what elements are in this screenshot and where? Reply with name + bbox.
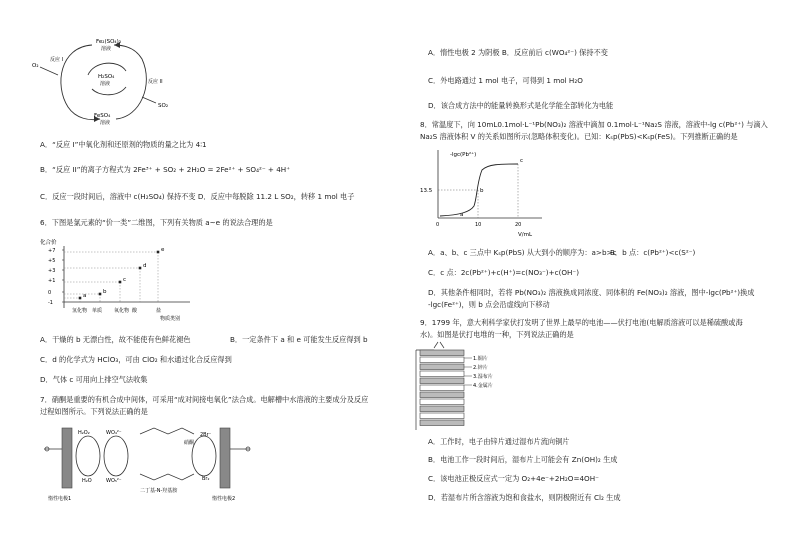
legend-label: 1.铜片 — [473, 356, 488, 362]
fe2so43-top-label: Fe₂(SO₄)₃ — [96, 39, 121, 45]
h2o2-label: H₂O₂ — [78, 430, 90, 436]
pile-layer — [420, 406, 464, 412]
point-a-label: a — [460, 212, 464, 218]
legend-label: 4.金属片 — [473, 383, 493, 389]
voltaic-pile-diagram — [410, 340, 540, 432]
structure-lines — [140, 428, 194, 480]
y-value-label: 13.5 — [420, 188, 433, 194]
electrode-1 — [62, 428, 72, 488]
chart-point-label: a — [83, 293, 87, 299]
q5-option-a: A．“反应 I”中氧化剂和还原剂的物质的量之比为 4∶1 — [40, 140, 207, 149]
cycle-arc-left — [61, 45, 100, 120]
cycle-loop — [76, 436, 100, 476]
x-category-label: 单质 — [92, 308, 103, 314]
reaction-1-label: 反应 I — [50, 57, 64, 63]
chart-point — [119, 281, 122, 284]
pile-layer — [420, 420, 464, 426]
x-tick-10: 10 — [475, 222, 482, 228]
y-tick-label: 0 — [48, 290, 52, 296]
br2-label: Br₂ — [202, 476, 210, 482]
electrode-1-label: 惰性电极1 — [48, 496, 72, 502]
electrode-2-label: 惰性电极2 — [212, 496, 236, 502]
titration-curve-chart — [420, 146, 550, 238]
q6-option-a: A．干燥的 b 无漂白性，故不能使有色鲜花褪色 — [40, 335, 191, 344]
y-tick-label: -1 — [48, 300, 53, 306]
cycle-loop — [192, 436, 216, 476]
x-category-label: 氧化物 — [114, 308, 130, 314]
pile-layer — [420, 357, 464, 363]
q7-option-a-b: A．惰性电极 2 为阴极 B．反应前后 c(WO₄²⁻) 保持不变 — [428, 48, 608, 57]
feso4-label: FeSO₄ — [94, 113, 111, 119]
x-category-label: 酸 — [132, 308, 138, 314]
chart-point — [79, 297, 82, 300]
x-tick-20: 20 — [515, 222, 522, 228]
q8-option-d-line2: -lgc(Fe²⁺)，则 b 点会沿虚线向下移动 — [428, 300, 550, 309]
q9-option-d: D．若湿布片所含溶液为饱和食盐水，则阴极附近有 Cl₂ 生成 — [428, 493, 621, 502]
chart-point — [99, 293, 102, 296]
amine-label: 二丁基-N-羟基胺 — [140, 488, 178, 494]
chart-xlabel: V/mL — [518, 232, 533, 238]
x-category-label: 盐 — [156, 308, 162, 314]
q9-stem-line2: 水)。如图是伏打电堆的一种，下列说法正确的是 — [420, 330, 574, 339]
q6-option-d: D．气体 c 可用向上排空气法收集 — [40, 375, 148, 384]
electrode-2 — [220, 428, 230, 488]
point-c-label: c — [520, 158, 524, 164]
q9-option-a: A．工作时，电子由锌片通过湿布片流向铜片 — [428, 437, 570, 446]
y-tick-label: +1 — [48, 278, 56, 284]
reaction-2-label: 反应 II — [148, 79, 163, 85]
q5-option-c-d: C．反应一段时间后，溶液中 c(H₂SO₄) 保持不变 D．反应中每脱除 11.2 L SO₂，转移 1 mol 电子 — [40, 192, 355, 201]
y-tick-label: +5 — [48, 258, 56, 264]
chart-ylabel: 化合价 — [40, 240, 57, 246]
q5-option-b: B．“反应 II”的离子方程式为 2Fe³⁺ + SO₂ + 2H₂O = 2Fe²⁺ + SO₄²⁻ + 4H⁺ — [40, 165, 291, 174]
pile-top-wire — [440, 342, 444, 348]
q6-option-c: C．d 的化学式为 HClO₃，可由 ClO₂ 和水通过化合反应得到 — [40, 355, 232, 364]
pile-layer — [420, 378, 464, 384]
legend-label: 2.锌片 — [473, 365, 488, 371]
so2-arrow-line — [142, 97, 156, 103]
x-category-label: 氢化物 — [72, 308, 88, 314]
q7-option-c: C．外电路通过 1 mol 电子，可得到 1 mol H₂O — [428, 76, 583, 85]
chart-point-label: e — [161, 247, 165, 253]
chart-ylabel: -lgc(Pb²⁺) — [450, 152, 477, 158]
right-column — [400, 0, 794, 549]
o2-label: O₂ — [32, 63, 39, 69]
q7-option-d: D．该合成方法中的能量转换形式是化学能全部转化为电能 — [428, 101, 614, 110]
pile-layer — [420, 399, 464, 405]
q9-option-b: B．电池工作一段时间后，湿布片上可能会有 Zn(OH)₂ 生成 — [428, 455, 618, 464]
x-tick-0: 0 — [436, 222, 440, 228]
q6-stem: 6．下图是氯元素的“价一类”二维图，下列有关物质 a~e 的说法合理的是 — [40, 218, 273, 227]
chart-point — [157, 251, 160, 254]
feso4-sub: 溶液 — [100, 120, 111, 126]
pile-layer — [420, 392, 464, 398]
pile-layer — [420, 350, 464, 356]
q6-option-b: B．一定条件下 a 和 e 可能发生反应得到 b — [230, 335, 368, 344]
so2-label: SO₂ — [158, 103, 169, 109]
o2-arrow-line — [40, 67, 58, 75]
y-tick-label: +3 — [48, 268, 56, 274]
q8-option-d-line1: D．其他条件相同时，若将 Pb(NO₃)₂ 溶液换成同浓度、同体积的 Fe(NO₃)₂ 溶液，图中-lgc(Pb²⁺)换成 — [428, 288, 755, 297]
cycle-loop — [104, 436, 128, 476]
legend-label: 3.湿布片 — [473, 374, 493, 380]
chart-point-label: d — [143, 263, 147, 269]
q8-option-c: C．c 点：2c(Pb²⁺)+c(H⁺)=c(NO₃⁻)+c(OH⁻) — [428, 268, 580, 277]
titration-curve — [440, 164, 518, 216]
pile-top-wire — [434, 342, 438, 348]
y-tick-label: +7 — [48, 248, 56, 254]
chart-point-label: b — [103, 289, 107, 295]
pile-layer — [420, 364, 464, 370]
q9-stem-line1: 9．1799 年，意大利科学家伏打发明了世界上最早的电池——伏打电池(电解质溶液可以是稀硫酸或海 — [420, 318, 743, 327]
q8-stem-line2: Na₂S 溶液体积 V 的关系如图所示(忽略体积变化)。已知：Kₛp(PbS)<Kₛp(FeS)。下列推断正确的是 — [420, 132, 738, 141]
q9-option-c: C．该电池正极反应式一定为 O₂+4e⁻+2H₂O=4OH⁻ — [428, 474, 599, 483]
cycle-arc-right — [114, 45, 146, 119]
h2o-label: H₂O — [82, 478, 92, 484]
chart-point — [139, 267, 142, 270]
nitrone-label: 硝酮 — [184, 440, 195, 446]
chart-xlabel: 物质类别 — [160, 316, 181, 322]
q7-stem-line1: 7．硝酮是重要的有机合成中间体，可采用“成对间接电氧化”法合成。电解槽中水溶液的主要成分及反应 — [40, 395, 369, 404]
h2so4-sub: 溶液 — [100, 81, 111, 87]
iron-cycle-diagram — [30, 35, 190, 127]
pile-layer — [420, 413, 464, 419]
pile-layer — [420, 385, 464, 391]
q8-option-a: A．a、b、c 三点中 Kₛp(PbS) 从大到小的顺序为：a>b>c — [428, 248, 617, 257]
cycle-arc-inner-2 — [92, 87, 126, 95]
h2so4-label: H₂SO₄ — [98, 74, 115, 80]
chlorine-valence-chart — [40, 236, 210, 324]
wo5-label: WO₅²⁻ — [106, 478, 122, 484]
q8-stem-line1: 8．常温度下，向 10mL0.1mol·L⁻¹Pb(NO₃)₂ 溶液中滴加 0.1mol·L⁻¹Na₂S 溶液，溶液中-lg c(Pb²⁺) 与滴入 — [420, 120, 768, 129]
q8-option-b: B．b 点：c(Pb²⁺)<c(S²⁻) — [610, 248, 696, 257]
chart-point-label: c — [123, 277, 127, 283]
br-label: 2Br⁻ — [200, 432, 212, 438]
point-b-label: b — [480, 188, 484, 194]
electrolysis-diagram — [44, 422, 254, 504]
fe2so43-top-sub: 溶液 — [101, 46, 112, 52]
q7-stem-line2: 过程如图所示。下列说法正确的是 — [40, 407, 148, 416]
pile-layer — [420, 371, 464, 377]
wo4-label: WO₄²⁻ — [106, 430, 122, 436]
